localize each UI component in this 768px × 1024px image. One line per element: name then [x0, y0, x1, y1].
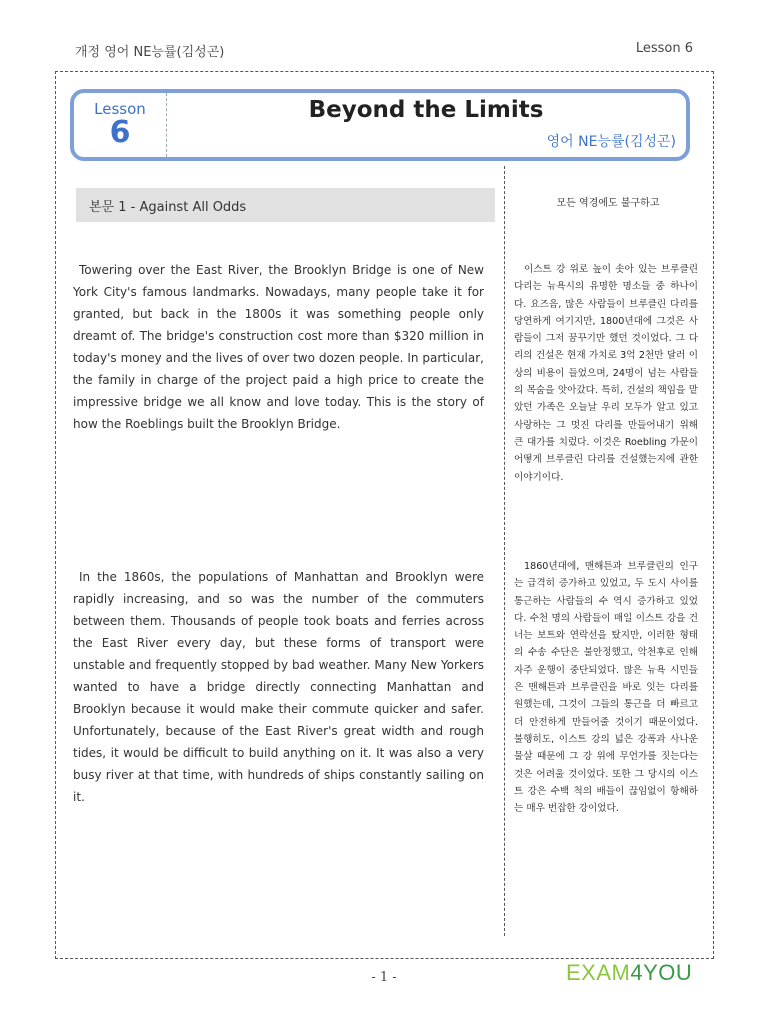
- korean-title: 모든 역경에도 불구하고: [556, 198, 660, 209]
- exam4you-logo: [566, 960, 692, 986]
- english-paragraph-1: Towering over the East River, the Brooklyn Bridge is one of New York City's famous landmarks. Nowadays, many people take it for granted, but back in the 1800s it was something people only dreamt of. The bridge's construction cost more than $320 million in today's money and the lives of over two dozen people. In particular, the family in charge of the project paid a high price to create the impressive bridge we all know and love today. This is the story of how the Roeblings built the Brooklyn Bridge.: [73, 263, 484, 431]
- lesson-banner: [70, 89, 690, 161]
- running-header: [75, 41, 693, 61]
- page-title: Beyond the Limits: [308, 97, 544, 123]
- english-paragraph-2: In the 1860s, the populations of Manhattan and Brooklyn were rapidly increasing, and so was the number of the commuters between them. Thousands of people took boats and ferries across the East River every day, but these forms of transport were unstable and frequently stopped by bad weather. Many New Yorkers wanted to have a bridge directly connecting Manhattan and Brooklyn because it would make their commute quicker and safer. Unfortunately, because of the East River's great width and rough tides, it would be difficult to build anything on it. It was also a very busy river at that time, with hundreds of ships constantly sailing on it.: [73, 570, 484, 804]
- logo-text-exam: EXAM: [566, 960, 631, 985]
- column-divider: [504, 166, 505, 936]
- section-header: 본문 1 - Against All Odds: [76, 188, 495, 222]
- lesson-number: 6: [109, 115, 131, 150]
- header-course-title: 개정 영어 NE능률(김성곤): [75, 45, 225, 60]
- korean-paragraph-2: 1860년대에, 맨해튼과 브루클린의 인구는 급격히 증가하고 있었고, 두 도시 사이를 통근하는 사람들의 수 역시 증가하고 있었다. 수천 명의 사람들이 매일 이스트 강을 건너는 보트와 연락선을 탔지만, 이러한 형태의 수송 수단은 불안정했고, 악천후로 인해 자주 운행이 중단되었다. 많은 뉴욕 시민들은 맨해튼과 브루클린을 바로 잇는 다리를 원했는데, 그것이 그들의 통근을 더 빠르고 더 안전하게 만들어줄 것이기 때문이었다. 불행히도, 이스트 강의 넓은 강폭과 사나운 물살 때문에 그 강 위에 무언가를 짓는다는 것은 어려울 것이었다. 또한 그 당시의 이스트 강은 수백 척의 배들이 끊임없이 항해하는 매우 번잡한 강이었다.: [514, 561, 698, 815]
- banner-subtitle: 영어 NE능률(김성곤): [546, 134, 676, 150]
- lesson-number-box: [74, 93, 167, 157]
- header-lesson-label: Lesson 6: [635, 41, 693, 56]
- lesson-label: Lesson: [94, 100, 146, 118]
- page-number: - 1 -: [371, 970, 397, 985]
- logo-text-4you: 4YOU: [630, 960, 693, 985]
- korean-paragraph-1: 이스트 강 위로 높이 솟아 있는 브루클린 다리는 뉴욕시의 유명한 명소들 중 하나이다. 요즈음, 많은 사람들이 브루클린 다리를 당연하게 여기지만, 1800년대에 그것은 사람들이 그저 꿈꾸기만 했던 것이었다. 그 다리의 건설은 현재 가치로 3억 2천만 달러 이상의 비용이 들었으며, 24명이 넘는 사람들의 목숨을 앗아갔다. 특히, 건설의 책임을 맡았던 가족은 오늘날 우리 모두가 알고 있고 사랑하는 그 멋진 다리를 만들어내기 위해 큰 대가를 치렀다. 이것은 Roebling 가문이 어떻게 브루클린 다리를 건설했는지에 관한 이야기이다.: [514, 264, 698, 483]
